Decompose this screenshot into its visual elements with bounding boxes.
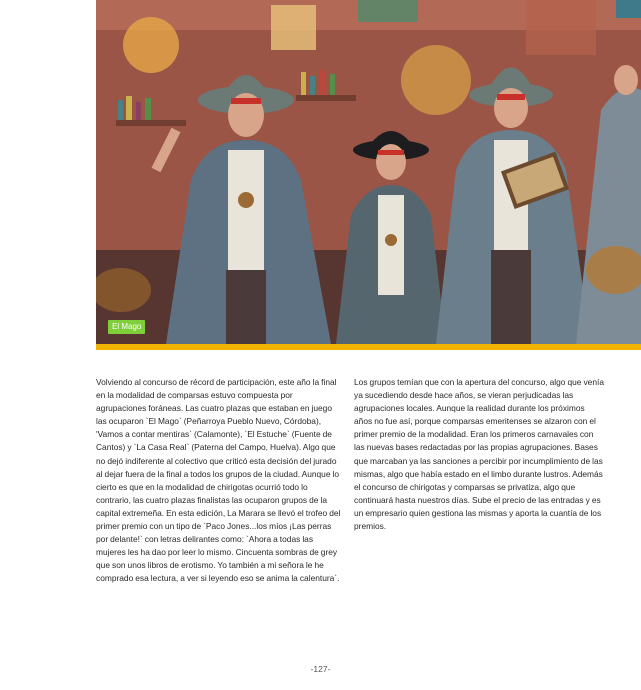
page-number: -127-: [310, 664, 331, 674]
left-column-text: Volviendo al concurso de récord de participación, este año la final en la modalidad de comparsas estuvo compuesta por agrupaciones foráneas. Las cuatro plazas que estaban en juego las ocuparon `El Mago` (Peñarroya Pueblo Nuevo, Córdoba), 'Vamos a contar mentiras` (Calamonte), `El Estuche` (Fuente de Cantos) y `La Casa Real` (Paterna del Campo, Huelva). Algo que no dejó indiferente al colectivo que criticó esta decisión del jurado al dejar fuera de la final a todos los grupos de la ciudad. Aunque lo cierto es que en la modalidad de chirigotas ocurrió todo lo contrario, las cuatro plazas finalistas las ocuparon grupos de la capital extremeña. En esta edición, La Marara se llevó el trofeo del primer premio con un tipo de `Paco Jones...los míos ¡Las perras por delante!` con letras delirantes como: `Ahora a todas las mujeres les ha dao por leer lo mismo. Cincuenta sombras de grey que son unos libros de erotismo. Yo también a mi señora le he comprado esa lectura, a ver si leyendo eso se anima la calentura`.: [96, 377, 341, 584]
photo-illustration: [96, 0, 641, 344]
article-left-column: [96, 376, 342, 586]
accent-rule: [96, 344, 641, 350]
carnival-photo: [96, 0, 641, 344]
article-right-column: [354, 376, 604, 533]
photo-caption: El Mago: [108, 320, 145, 334]
right-column-text: Los grupos temían que con la apertura del concurso, algo que venía ya sucediendo desde hace años, se vieran perjudicadas las agrupaciones locales. Aunque la realidad durante los próximos años no fue así, porque comparsas emeritenses se alzaron con el primer premio de la modalidad. Eran los primeros carnavales con las nuevas bases redactadas por las propias agrupaciones. Bases que marcaban ya las sanciones a percibir por incumplimiento de las mismas, algo que había estado en el limbo durante lustros. Además el concurso de chirigotas y comparsas se privatiza, algo que continuará hasta nuestros días. Sube el precio de las entradas y es un empresario quien gestiona las mismas y aporta la cuantía de los premios.: [354, 377, 604, 532]
